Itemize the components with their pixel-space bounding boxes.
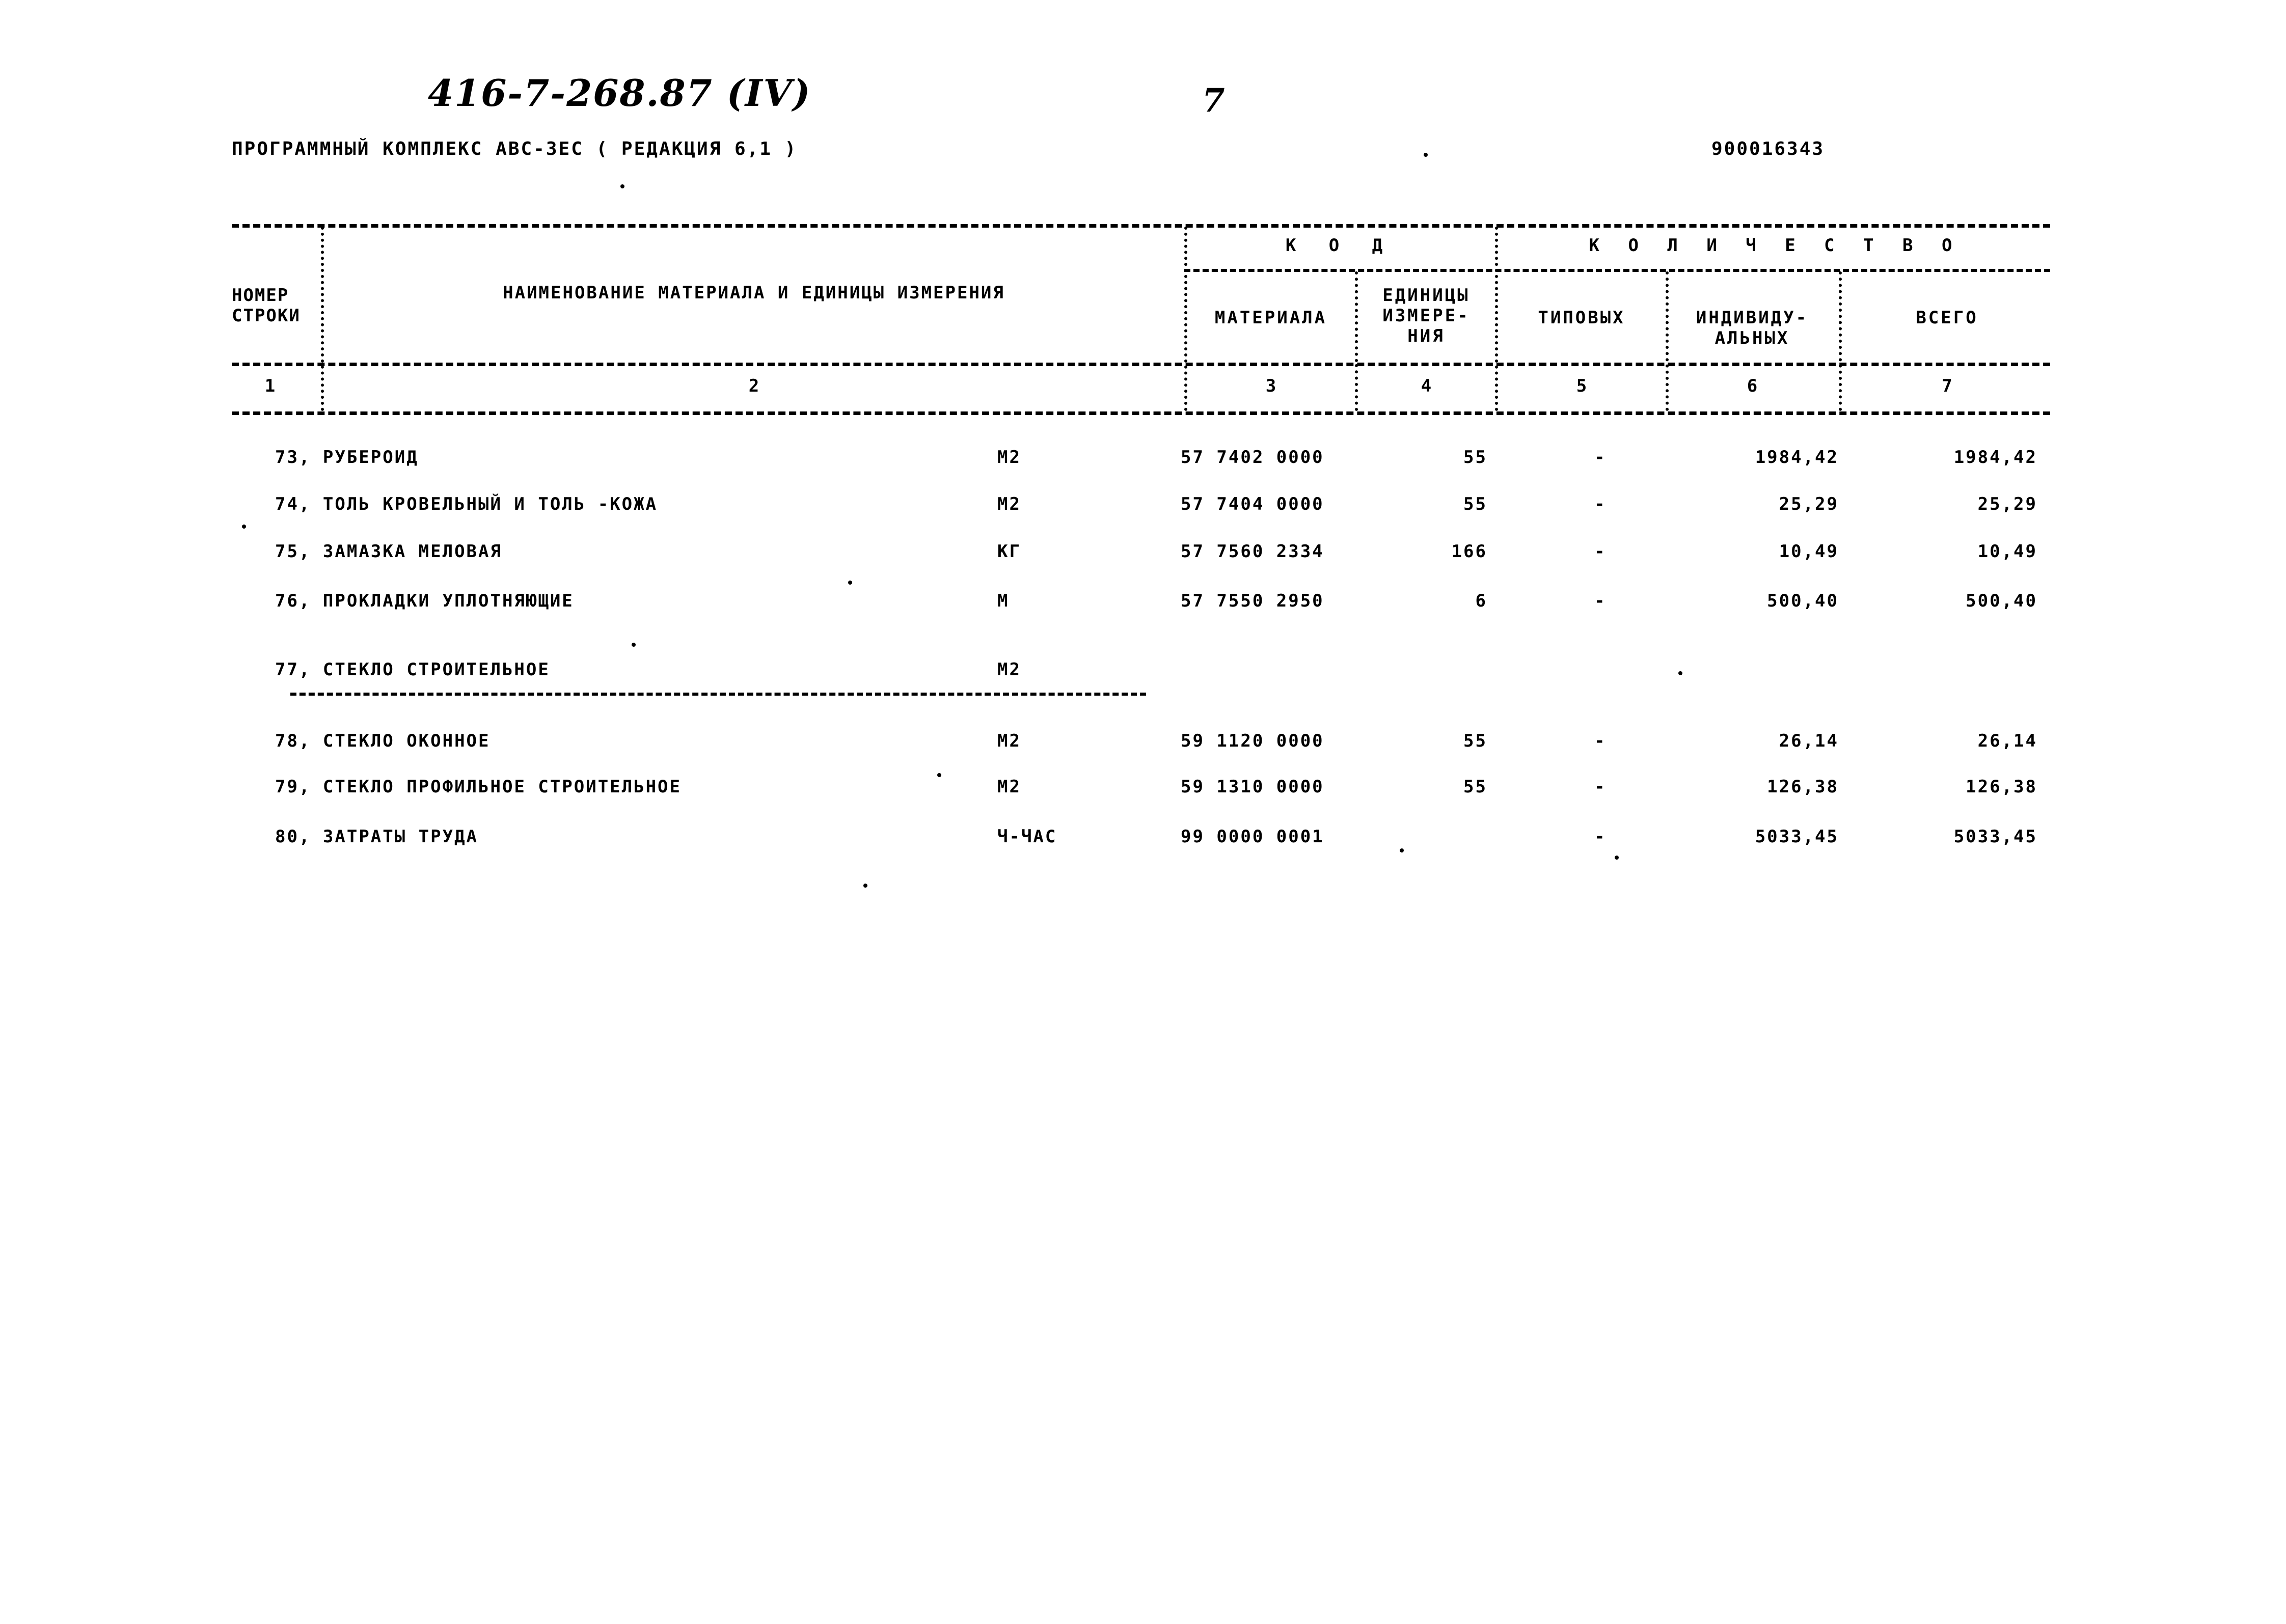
header-row-number: НОМЕР СТРОКИ [232,285,301,326]
scan-speck [1678,671,1682,675]
scan-speck [1400,848,1404,852]
row-num-name: 73, РУБЕРОИД [275,447,419,467]
row-individual: 126,38 [1767,777,1839,797]
row-num-name: 75, ЗАМАЗКА МЕЛОВАЯ [275,541,502,562]
row-individual: 10,49 [1779,541,1839,562]
table-row [0,772,2286,802]
separator-line [1355,271,1358,362]
scan-speck [863,884,867,888]
scan-speck [242,525,246,529]
row-material-code: 57 7402 0000 [1181,447,1324,467]
row-num-name: 80, ЗАТРАТЫ ТРУДА [275,827,479,847]
column-number: 3 [1265,376,1276,396]
row-material-code: 57 7560 2334 [1181,541,1324,562]
row-individual: 25,29 [1779,494,1839,514]
scan-speck [1615,856,1619,860]
scan-speck [848,581,852,585]
row-unit-code: 55 [1463,447,1487,467]
row-typical: - [1594,827,1607,847]
row-total: 10,49 [1977,541,2037,562]
handwritten-page-number: 7 [1202,81,1225,120]
separator-line [1495,227,1498,411]
row-material-code: 57 7550 2950 [1181,591,1324,611]
row-total: 26,14 [1977,731,2037,751]
header-name-unit: НАИМЕНОВАНИЕ МАТЕРИАЛА И ЕДИНИЦЫ ИЗМЕРЕНИЯ [503,283,1005,303]
code-group-rule [1184,269,2050,272]
row-unit-code: 55 [1463,494,1487,514]
row-num-name: 76, ПРОКЛАДКИ УПЛОТНЯЮЩИЕ [275,591,574,611]
row-unit-code: 166 [1451,541,1487,562]
column-number: 5 [1576,376,1587,396]
row-typical: - [1594,777,1607,797]
column-number: 1 [264,376,276,396]
separator-line [321,227,324,411]
scan-speck [937,773,941,777]
header-unit-code: ЕДИНИЦЫ ИЗМЕРЕ- НИЯ [1382,285,1470,346]
scan-speck [1424,153,1428,157]
row-separator-rule [290,693,1146,696]
table-row [0,586,2286,616]
row-unit: КГ [997,541,1021,562]
program-title: ПРОГРАММНЫЙ КОМПЛЕКС АВС-3ЕС ( РЕДАКЦИЯ 6,1 ) [232,139,798,159]
table-top-rule [232,224,2050,228]
row-material-code: 59 1310 0000 [1181,777,1324,797]
header-code-group: К О Д [1285,235,1394,256]
row-unit: М2 [997,777,1021,797]
row-typical: - [1594,731,1607,751]
scan-speck [620,184,624,188]
row-individual: 500,40 [1767,591,1839,611]
row-total: 5033,45 [1953,827,2037,847]
colnum-bottom-rule [232,411,2050,415]
row-unit-code: 6 [1475,591,1487,611]
row-num-name: 78, СТЕКЛО ОКОННОЕ [275,731,491,751]
row-total: 126,38 [1966,777,2037,797]
row-total: 500,40 [1966,591,2037,611]
row-unit: М2 [997,659,1021,680]
row-material-code: 59 1120 0000 [1181,731,1324,751]
handwritten-doc-number: 416-7-268.87 (IV) [428,71,811,115]
table-row [0,726,2286,756]
column-number: 2 [748,376,759,396]
row-material-code: 57 7404 0000 [1181,494,1324,514]
row-unit-code: 55 [1463,777,1487,797]
row-individual: 26,14 [1779,731,1839,751]
header-total: ВСЕГО [1916,308,1978,328]
row-typical: - [1594,494,1607,514]
row-material-code: 99 0000 0001 [1181,827,1324,847]
row-num-name: 79, СТЕКЛО ПРОФИЛЬНОЕ СТРОИТЕЛЬНОЕ [275,777,682,797]
row-unit: М2 [997,494,1021,514]
table-row [0,489,2286,519]
row-typical: - [1594,447,1607,467]
row-typical: - [1594,591,1607,611]
row-individual: 5033,45 [1755,827,1839,847]
table-row [0,442,2286,473]
doc-code: 900016343 [1711,139,1825,159]
table-row [0,821,2286,852]
row-unit: М [997,591,1010,611]
table-row [0,654,2286,685]
header-material-code: МАТЕРИАЛА [1214,308,1327,328]
row-unit: Ч-ЧАС [997,827,1057,847]
header-typical: ТИПОВЫХ [1538,308,1625,328]
column-number: 6 [1747,376,1758,396]
scan-speck [632,643,636,647]
table-row [0,536,2286,567]
row-unit: М2 [997,731,1021,751]
header-bottom-rule [232,363,2050,366]
row-individual: 1984,42 [1755,447,1839,467]
separator-line [1355,364,1358,411]
separator-line [1839,271,1842,411]
row-num-name: 74, ТОЛЬ КРОВЕЛЬНЫЙ И ТОЛЬ -КОЖА [275,494,658,514]
row-total: 25,29 [1977,494,2037,514]
row-num-name: 77, СТЕКЛО СТРОИТЕЛЬНОЕ [275,659,550,680]
row-total: 1984,42 [1953,447,2037,467]
header-quantity-group: К О Л И Ч Е С Т В О [1589,235,1962,256]
row-unit-code: 55 [1463,731,1487,751]
column-number: 4 [1421,376,1432,396]
header-individual: ИНДИВИДУ- АЛЬНЫХ [1696,308,1809,348]
row-typical: - [1594,541,1607,562]
separator-line [1666,271,1669,411]
column-number: 7 [1942,376,1952,396]
row-unit: М2 [997,447,1021,467]
